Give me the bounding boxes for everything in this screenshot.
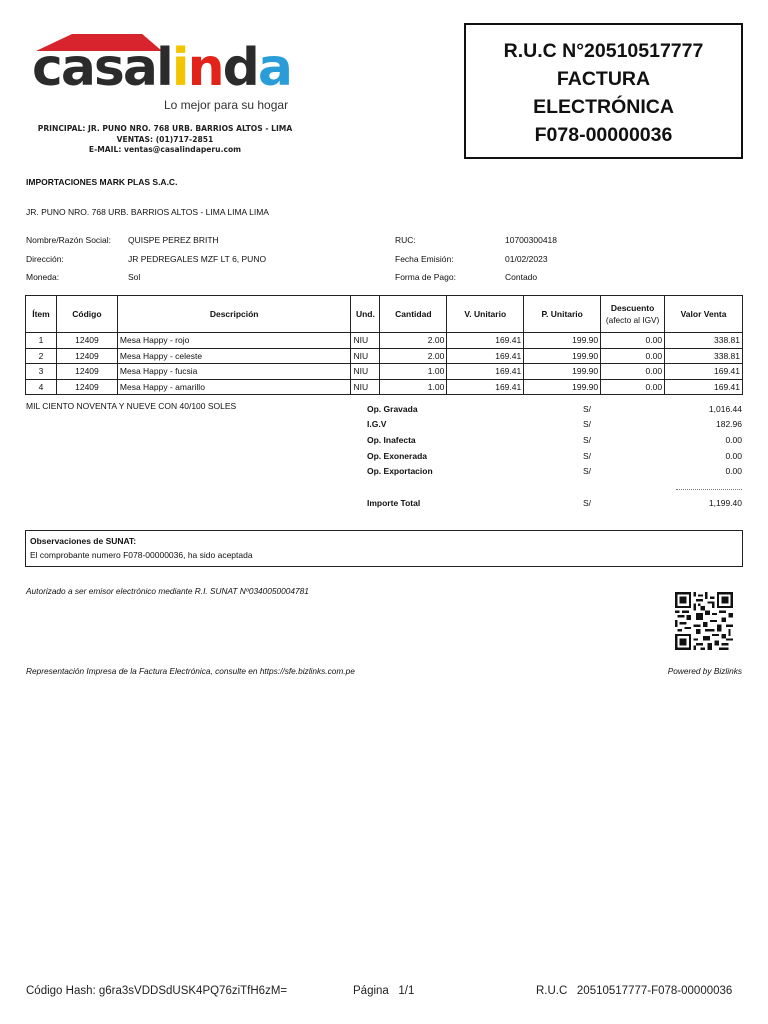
cell-unit: NIU bbox=[351, 379, 380, 395]
logo-letter: a bbox=[257, 38, 291, 98]
total-currency: S/ bbox=[583, 435, 592, 445]
cell-unit-value: 169.41 bbox=[447, 379, 524, 395]
issue-date-label: Fecha Emisión: bbox=[395, 254, 454, 264]
authorization-note: Autorizado a ser emisor electrónico mediante R.I. SUNAT Nº0340050004781 bbox=[26, 586, 309, 596]
header-item: Ítem bbox=[26, 296, 57, 333]
cell-description: Mesa Happy - fucsia bbox=[117, 364, 351, 380]
footer-ruc-label: R.U.C bbox=[536, 985, 568, 997]
cell-discount: 0.00 bbox=[601, 333, 665, 349]
client-address-label: Dirección: bbox=[26, 254, 64, 264]
client-name-label: Nombre/Razón Social: bbox=[26, 235, 112, 245]
cell-quantity: 2.00 bbox=[380, 348, 447, 364]
client-ruc: 10700300418 bbox=[505, 235, 558, 245]
cell-code: 12409 bbox=[56, 348, 117, 364]
issuer-address: JR. PUNO NRO. 768 URB. BARRIOS ALTOS - LIMA LIMA LIMA bbox=[26, 207, 269, 217]
items-table bbox=[25, 295, 743, 395]
header-discount bbox=[601, 296, 665, 333]
header-unit-value: V. Unitario bbox=[447, 296, 524, 333]
footer-hash bbox=[26, 985, 287, 997]
table-row bbox=[26, 364, 743, 380]
cell-item: 1 bbox=[26, 333, 57, 349]
header-description: Descripción bbox=[117, 296, 351, 333]
cell-unit: NIU bbox=[351, 348, 380, 364]
issue-date: 01/02/2023 bbox=[505, 254, 548, 264]
sunat-observations bbox=[25, 530, 743, 567]
total-value-igv: 182.96 bbox=[716, 419, 742, 429]
header-quantity: Cantidad bbox=[380, 296, 447, 333]
logo-wordmark: casalinda bbox=[32, 38, 291, 98]
cell-unit-value: 169.41 bbox=[447, 333, 524, 349]
header-discount-sub: (afecto al IGV) bbox=[605, 315, 660, 325]
cell-unit-price: 199.90 bbox=[524, 348, 601, 364]
store-phone: VENTAS: (01)717-2851 bbox=[116, 134, 214, 144]
logo-letter: n bbox=[187, 38, 223, 98]
printed-representation-note: Representación Impresa de la Factura Electrónica, consulte en https://sfe.bizlinks.com.pe bbox=[26, 666, 355, 676]
cell-unit: NIU bbox=[351, 333, 380, 349]
document-id-box bbox=[464, 23, 743, 159]
cell-discount: 0.00 bbox=[601, 379, 665, 395]
cell-unit-price: 199.90 bbox=[524, 333, 601, 349]
logo-letter: l bbox=[155, 38, 172, 98]
total-label-gravada: Op. Gravada bbox=[367, 404, 418, 414]
company-logo bbox=[30, 30, 300, 120]
qr-code-icon bbox=[674, 592, 734, 650]
header-code: Código bbox=[56, 296, 117, 333]
store-contact bbox=[30, 124, 300, 156]
cell-code: 12409 bbox=[56, 364, 117, 380]
store-address: PRINCIPAL: JR. PUNO NRO. 768 URB. BARRIOS ALTOS - LIMA bbox=[37, 124, 293, 133]
header-unit: Und. bbox=[351, 296, 380, 333]
cell-quantity: 1.00 bbox=[380, 379, 447, 395]
page-label: Página bbox=[353, 985, 389, 997]
logo-letter: d bbox=[222, 38, 258, 98]
cell-sale-value: 338.81 bbox=[665, 348, 743, 364]
currency-value: Sol bbox=[128, 272, 141, 282]
total-currency: S/ bbox=[583, 498, 592, 508]
payment-value: Contado bbox=[505, 272, 538, 282]
cell-sale-value: 169.41 bbox=[665, 379, 743, 395]
cell-unit-price: 199.90 bbox=[524, 379, 601, 395]
total-value-exportacion: 0.00 bbox=[725, 466, 742, 476]
total-currency: S/ bbox=[583, 419, 592, 429]
total-label-igv: I.G.V bbox=[367, 419, 387, 429]
ruc-number: R.U.C N°20510517777 bbox=[503, 40, 704, 62]
cell-unit-price: 199.90 bbox=[524, 364, 601, 380]
total-currency: S/ bbox=[583, 466, 592, 476]
grand-total-value: 1,199.40 bbox=[708, 498, 742, 508]
client-address: JR PEDREGALES MZF LT 6, PUNO bbox=[128, 254, 267, 264]
client-name: QUISPE PEREZ BRITH bbox=[128, 235, 219, 245]
logo-letter: i bbox=[171, 38, 188, 98]
page-number: 1/1 bbox=[398, 985, 415, 997]
header-sale-value: Valor Venta bbox=[665, 296, 743, 333]
cell-unit-value: 169.41 bbox=[447, 364, 524, 380]
totals-divider bbox=[676, 489, 742, 490]
cell-discount: 0.00 bbox=[601, 348, 665, 364]
footer-ruc bbox=[536, 985, 732, 997]
header-unit-price: P. Unitario bbox=[524, 296, 601, 333]
total-currency: S/ bbox=[583, 404, 592, 414]
table-row bbox=[26, 333, 743, 349]
payment-label: Forma de Pago: bbox=[395, 272, 456, 282]
sunat-title: Observaciones de SUNAT: bbox=[30, 536, 137, 546]
total-value-gravada: 1,016.44 bbox=[708, 404, 742, 414]
cell-item: 2 bbox=[26, 348, 57, 364]
total-value-exonerada: 0.00 bbox=[725, 451, 742, 461]
total-currency: S/ bbox=[583, 451, 592, 461]
header-discount-label: Descuento bbox=[610, 303, 655, 313]
total-label-exportacion: Op. Exportacion bbox=[367, 466, 433, 476]
total-label-inafecta: Op. Inafecta bbox=[367, 435, 416, 445]
currency-label: Moneda: bbox=[26, 272, 60, 282]
cell-code: 12409 bbox=[56, 333, 117, 349]
grand-total-label: Importe Total bbox=[367, 498, 421, 508]
cell-unit: NIU bbox=[351, 364, 380, 380]
cell-unit-value: 169.41 bbox=[447, 348, 524, 364]
cell-sale-value: 169.41 bbox=[665, 364, 743, 380]
cell-sale-value: 338.81 bbox=[665, 333, 743, 349]
store-email: E-MAIL: ventas@casalindaperu.com bbox=[88, 145, 242, 154]
table-row bbox=[26, 348, 743, 364]
cell-description: Mesa Happy - celeste bbox=[117, 348, 351, 364]
amount-in-words: MIL CIENTO NOVENTA Y NUEVE CON 40/100 SOLES bbox=[26, 401, 237, 411]
cell-code: 12409 bbox=[56, 379, 117, 395]
cell-item: 3 bbox=[26, 364, 57, 380]
cell-quantity: 2.00 bbox=[380, 333, 447, 349]
footer-ruc-doc: 20510517777-F078-00000036 bbox=[576, 985, 733, 997]
footer-page bbox=[353, 985, 414, 997]
powered-by: Powered by Bizlinks bbox=[667, 666, 742, 676]
hash-value: g6ra3sVDDSdUSK4PQ76ziTfH6zM= bbox=[98, 985, 288, 997]
client-ruc-label: RUC: bbox=[395, 235, 416, 245]
invoice-number: F078-00000036 bbox=[534, 124, 673, 146]
cell-description: Mesa Happy - rojo bbox=[117, 333, 351, 349]
cell-discount: 0.00 bbox=[601, 364, 665, 380]
table-row bbox=[26, 379, 743, 395]
doc-type-line2: ELECTRÓNICA bbox=[533, 96, 674, 118]
hash-label: Código Hash: bbox=[26, 985, 96, 997]
cell-description: Mesa Happy - amarillo bbox=[117, 379, 351, 395]
logo-tagline: Lo mejor para su hogar bbox=[164, 98, 289, 112]
total-label-exonerada: Op. Exonerada bbox=[367, 451, 427, 461]
table-header-row bbox=[26, 296, 743, 333]
issuer-name: IMPORTACIONES MARK PLAS S.A.C. bbox=[26, 177, 178, 187]
cell-quantity: 1.00 bbox=[380, 364, 447, 380]
sunat-text: El comprobante numero F078-00000036, ha sido aceptada bbox=[30, 550, 253, 560]
total-value-inafecta: 0.00 bbox=[725, 435, 742, 445]
doc-type-line1: FACTURA bbox=[556, 68, 651, 90]
cell-item: 4 bbox=[26, 379, 57, 395]
